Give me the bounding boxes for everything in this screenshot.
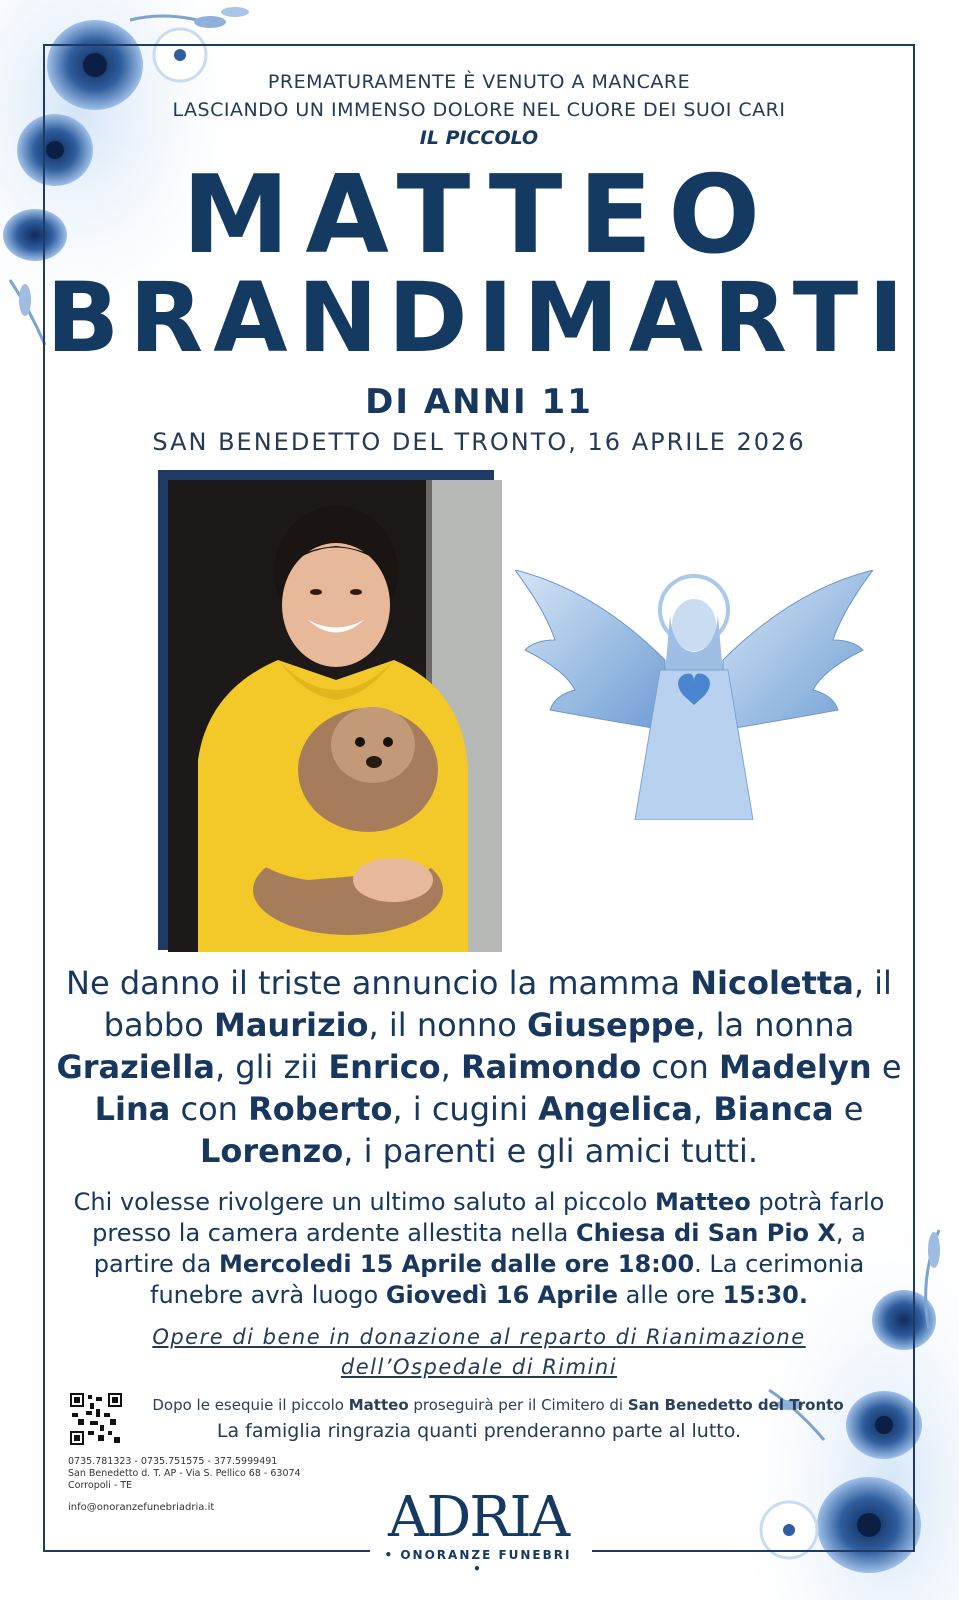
bold-run: 15:30. — [722, 1281, 808, 1309]
contact-line: 0735.781323 - 0735.751575 - 377.5999491 — [68, 1456, 278, 1467]
angel-illustration — [515, 570, 873, 820]
bold-run: Nicoletta — [690, 964, 854, 1002]
bold-run: Chiesa di San Pio X — [576, 1219, 836, 1247]
bold-run: San Benedetto del Tronto — [627, 1396, 844, 1414]
text-run: , i parenti e gli amici tutti. — [343, 1132, 759, 1170]
intro-line: PREMATURAMENTE È VENUTO A MANCARE — [267, 71, 691, 93]
intro-line: LASCIANDO UN IMMENSO DOLORE NEL CUORE DEI SUOI CARI — [172, 99, 786, 121]
donation-line: Opere di bene in donazione al reparto di Rianimazione — [152, 1325, 806, 1349]
bold-run: Raimondo — [461, 1048, 642, 1086]
intro-text — [43, 68, 915, 124]
text-run: , i cugini — [392, 1090, 539, 1128]
text-run: Dopo le esequie il piccolo — [152, 1396, 349, 1414]
text-run: Ne danno il triste annuncio la mamma — [66, 964, 691, 1002]
bold-run: Matteo — [348, 1396, 409, 1414]
text-run: , il nonno — [368, 1006, 527, 1044]
text-run: , — [440, 1048, 461, 1086]
bold-run: Lina — [94, 1090, 171, 1128]
text-run: , gli zii — [214, 1048, 329, 1086]
intro-label: IL PICCOLO — [419, 127, 539, 149]
thanks-note: La famiglia ringrazia quanti prenderanno parte al lutto. — [216, 1420, 742, 1442]
contact-info — [68, 1456, 301, 1492]
bold-run: Madelyn — [719, 1048, 872, 1086]
text-run: , la nonna — [695, 1006, 855, 1044]
adria-logo — [378, 1485, 578, 1576]
text-run: Chi volesse rivolgere un ultimo saluto al piccolo — [73, 1188, 655, 1216]
place-date: SAN BENEDETTO DEL TRONTO, 16 APRILE 2026 — [152, 428, 806, 456]
bold-run: Enrico — [328, 1048, 441, 1086]
donation-line: dell’Ospedale di Rimini — [340, 1355, 618, 1379]
last-name: BRANDIMARTI — [46, 262, 914, 374]
bold-run: Angelica — [538, 1090, 693, 1128]
text-run: proseguirà per il Cimitero di — [408, 1396, 628, 1414]
donation-note — [43, 1322, 915, 1382]
text-run: , — [692, 1090, 714, 1128]
text-run: , il babbo — [103, 964, 892, 1044]
bold-run: Giuseppe — [526, 1006, 696, 1044]
logo-word: ADRIA — [387, 1485, 569, 1550]
first-name: MATTEO — [181, 153, 777, 278]
contact-line: San Benedetto d. T. AP - Via S. Pellico 68 - 63074 — [68, 1468, 301, 1479]
email-address[interactable]: info@onoranzefunebriadria.it — [68, 1502, 215, 1513]
text-run: alle ore — [618, 1281, 723, 1309]
text-run: . La cerimonia funebre avrà luogo — [150, 1250, 865, 1309]
text-run: e — [833, 1090, 864, 1128]
visitation-text — [50, 1187, 908, 1311]
text-run: con — [170, 1090, 249, 1128]
bold-run: Mercoledi 15 Aprile dalle ore 18:00 — [218, 1250, 695, 1278]
bold-run: Graziella — [56, 1048, 215, 1086]
text-run: , a partire da — [93, 1219, 866, 1278]
bold-run: Matteo — [654, 1188, 751, 1216]
bold-run: Maurizio — [213, 1006, 369, 1044]
bold-run: Bianca — [713, 1090, 834, 1128]
portrait-photo — [168, 480, 502, 952]
logo-subtitle: • ONORANZE FUNEBRI • — [384, 1548, 572, 1576]
bold-run: Lorenzo — [199, 1132, 344, 1170]
contact-line: Corropoli - TE — [68, 1480, 133, 1491]
text-run: potrà farlo presso la camera ardente allestita nella — [92, 1188, 885, 1247]
text-run: con — [641, 1048, 719, 1086]
cemetery-note — [138, 1396, 858, 1414]
bold-run: Giovedì 16 Aprile — [385, 1281, 618, 1309]
text-run: e — [871, 1048, 902, 1086]
age: DI ANNI 11 — [365, 382, 593, 422]
bold-run: Roberto — [248, 1090, 393, 1128]
announcement-text — [50, 962, 908, 1172]
